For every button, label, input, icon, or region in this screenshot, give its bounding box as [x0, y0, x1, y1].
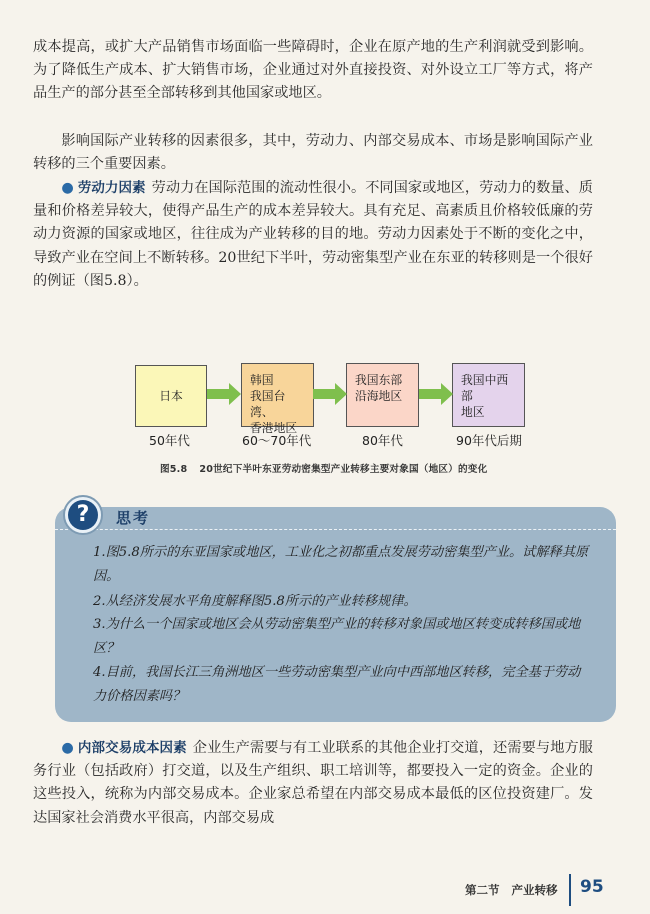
era-label-korea: 60～70年代 — [242, 433, 312, 448]
footer-section — [465, 882, 558, 898]
fig-box-japan-label: 日本 — [159, 389, 183, 403]
bullet-icon: ● — [61, 180, 74, 196]
era-label-east: 80年代 — [362, 433, 403, 448]
footer-divider — [569, 874, 571, 906]
labor-text: 劳动力在国际范围的流动性很小。不同国家或地区，劳动力的数量、质量和价格差异较大，使得产品生产的成本差异较大。具有充足、高素质且价格较低廉的劳动力资源的国家或地区，往往成为产业转移的目的地。劳动力因素处于不断的变化之中，导致产业在空间上不断转移。20世纪下半叶，劳动密集型产业在东亚的转移则是一个很好的例证（图5.8）。 — [33, 180, 593, 289]
paragraph-labor — [33, 177, 593, 293]
fig-box-korea-label: 韩国 我国台湾、 香港地区 — [250, 373, 298, 435]
transaction-text: 企业生产需要与有工业联系的其他企业打交道，还需要与地方服务行业（包括政府）打交道，以及生产组织、职工培训等，都要投入一定的资金。企业的这些投入，统称为内部交易成本。企业家总希望在内部交易成本最低的区位投资建厂。发达国家社会消费水平很高，内部交易成 — [33, 740, 593, 826]
arrow-right-icon — [313, 383, 347, 405]
arrow-right-icon — [207, 383, 241, 405]
fig-box-japan — [135, 365, 207, 427]
footer-section-number: 第二节 — [465, 883, 500, 897]
paragraph-intro: 成本提高，或扩大产品销售市场面临一些障碍时，企业在原产地的生产利润就受到影响。为了降低生产成本、扩大销售市场，企业通过对外直接投资、对外设立工厂等方式，将产品生产的部分甚至全部转移到其他国家或地区。 — [33, 39, 593, 102]
era-label-japan: 50年代 — [149, 433, 190, 448]
question-3: 3.为什么一个国家或地区会从劳动密集型产业的转移对象国或地区转变成转移国或地区？ — [93, 617, 581, 656]
fig-box-central-west — [452, 363, 525, 427]
question-4: 4.目前，我国长江三角洲地区一些劳动密集型产业向中西部地区转移，完全基于劳动力价格因素吗？ — [93, 665, 581, 704]
term-labor: 劳动力因素 — [77, 180, 146, 196]
paragraph-factors: 影响国际产业转移的因素很多，其中，劳动力、内部交易成本、市场是影响国际产业转移的三个重要因素。 — [33, 133, 593, 173]
era-label-west: 90年代后期 — [456, 433, 522, 448]
question-2: 2.从经济发展水平角度解释图5.8所示的产业转移规律。 — [93, 594, 417, 609]
figure-caption — [160, 461, 520, 475]
caption-number: 图5.8 — [160, 464, 188, 475]
fig-box-east-label: 我国东部 沿海地区 — [355, 373, 403, 403]
footer-section-title: 产业转移 — [511, 883, 558, 897]
term-transaction: 内部交易成本因素 — [77, 740, 187, 756]
paragraph-transaction — [33, 737, 593, 830]
think-title: 思考 — [116, 509, 151, 527]
fig-box-west-label: 我国中西部 地区 — [461, 373, 509, 419]
fig-box-east-coast — [346, 363, 419, 427]
arrow-right-icon — [419, 383, 453, 405]
caption-text: 20世纪下半叶东亚劳动密集型产业转移主要对象国（地区）的变化 — [199, 464, 488, 475]
fig-box-korea-taiwan-hk — [241, 363, 314, 435]
bullet-icon: ● — [61, 740, 74, 756]
question-1: 1.图5.8所示的东亚国家或地区，工业化之初都重点发展劳动密集型产业。试解释其原因。 — [93, 545, 589, 584]
question-icon: ? — [63, 495, 103, 535]
page-number: 95 — [580, 877, 604, 897]
